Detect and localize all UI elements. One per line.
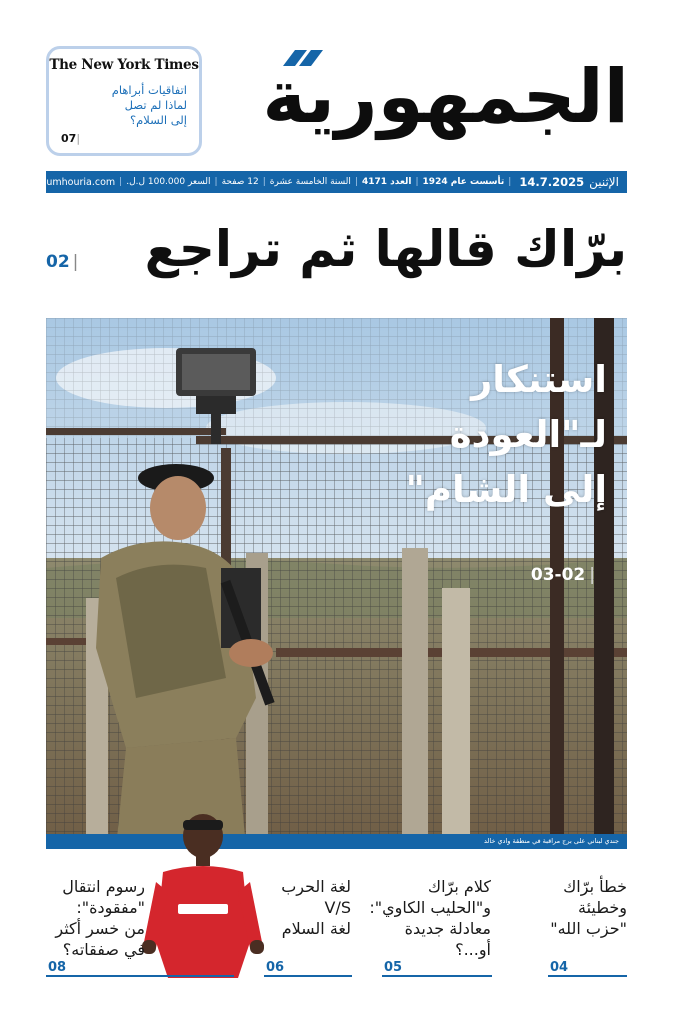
issue-number: العدد 4171 [361, 177, 412, 187]
photo-page-value: 03-02 [530, 565, 586, 585]
teaser-line: "حزب الله" [550, 919, 627, 938]
nyt-page-number: 07| [61, 132, 81, 145]
teaser-1[interactable] [547, 876, 627, 939]
photo-headline-line: لـ"العودة [449, 413, 607, 456]
photo-headline-line: استنكار [471, 358, 607, 401]
teaser-line: في صفقاته؟ [62, 940, 145, 959]
teaser-line: كلام برّاك [427, 877, 491, 896]
teaser-2-underline [382, 975, 492, 977]
website-link[interactable]: www.aljoumhouria.com [3, 176, 116, 188]
photo-caption-bar [46, 834, 627, 849]
issue-day: الإثنين [589, 175, 619, 189]
teaser-line: رسوم انتقال [62, 877, 145, 896]
teaser-3-underline [264, 975, 352, 977]
nyt-logo: The New York Times [49, 57, 199, 73]
teaser-line: V/S [324, 898, 351, 917]
nyt-headline-line: اتفاقيات أبراهام [111, 83, 187, 97]
info-bar: الإثنين 14.7.2025 | تأسست عام 1924 | العدد 4171 | السنة الخامسة عشرة | 12 صفحة | السعر 100.000 ل.ل. | www.aljoumhouria.com [46, 171, 627, 193]
founded-year: تأسست عام 1924 [422, 177, 505, 187]
photo-caption: جندي لبناني على برج مراقبة في منطقة وادي خالد [484, 837, 619, 845]
teaser-line: أو...؟ [455, 940, 491, 959]
price: السعر 100.000 ل.ل. [126, 177, 211, 187]
teaser-line: لغة السلام [281, 919, 351, 938]
teaser-line: خطأ برّاك [563, 877, 627, 896]
teaser-4[interactable] [35, 876, 145, 960]
nyt-headline-line: لماذا لم تصل [124, 98, 187, 112]
masthead-title: الجمهورية [262, 54, 629, 140]
main-headline[interactable]: برّاك قالها ثم تراجع [144, 220, 627, 278]
main-headline-page: 02 | [46, 252, 79, 272]
teaser-2-page: 05 [384, 960, 403, 975]
teaser-1-page: 04 [550, 960, 569, 975]
teaser-4-underline [46, 975, 234, 977]
teaser-line: وخطيئة [578, 898, 627, 917]
page-count: 12 صفحة [221, 177, 259, 187]
photo-page-number: |03-02 [530, 565, 595, 585]
teaser-2[interactable] [351, 876, 491, 960]
issue-date: 14.7.2025 [519, 175, 585, 189]
teaser-line: من خسر أكثر [55, 919, 145, 938]
nyt-page-value: 07 [61, 132, 77, 145]
main-page-value: 02 [46, 252, 70, 272]
photo-headline[interactable] [307, 352, 607, 517]
nyt-headline-line: إلى السلام؟ [130, 113, 187, 127]
teaser-4-page: 08 [48, 960, 67, 975]
teaser-line: معادلة جديدة [404, 919, 491, 938]
lead-photo[interactable] [46, 318, 627, 848]
teaser-line: و"الحليب الكاوي": [369, 898, 491, 917]
teaser-3-page: 06 [266, 960, 285, 975]
nyt-teaser-box[interactable] [46, 46, 202, 156]
teaser-line: "مفقودة": [76, 898, 145, 917]
teaser-3[interactable] [261, 876, 351, 939]
publication-year: السنة الخامسة عشرة [269, 177, 351, 187]
football-player-image [138, 812, 268, 978]
teaser-line: لغة الحرب [281, 877, 351, 896]
nyt-headline [59, 83, 187, 128]
teaser-1-underline [548, 975, 627, 977]
photo-headline-line: إلى الشام" [405, 468, 607, 511]
masthead [229, 40, 629, 160]
